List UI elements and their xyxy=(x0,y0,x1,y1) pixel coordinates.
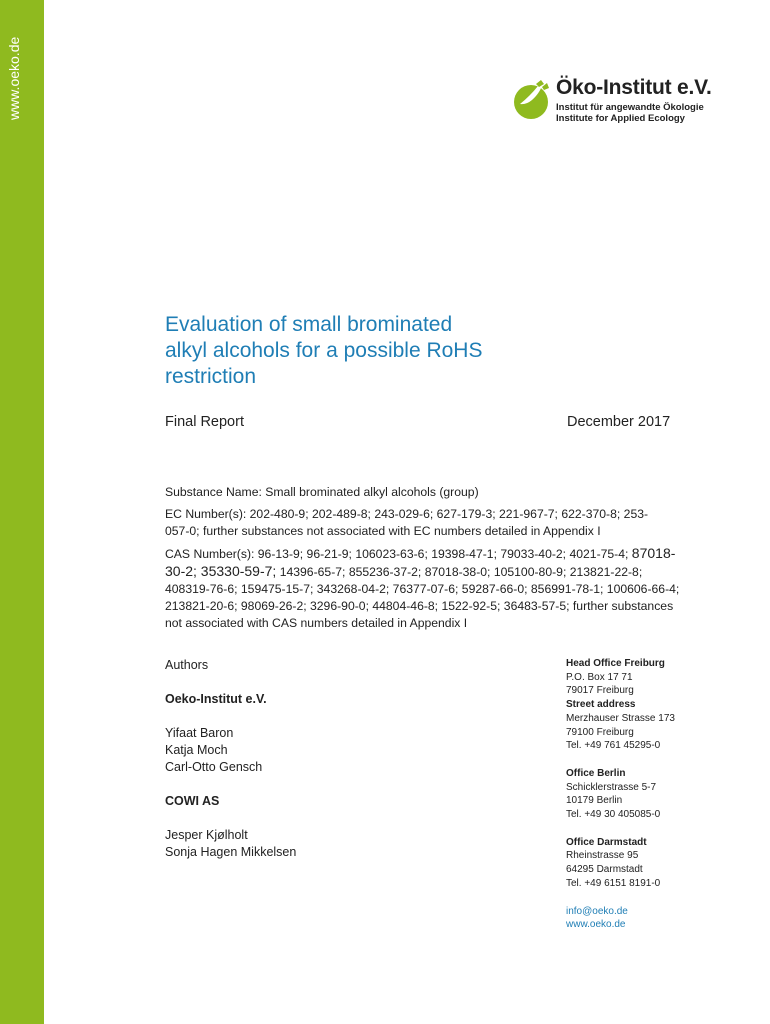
author-name: Sonja Hagen Mikkelsen xyxy=(165,845,297,859)
office-darmstadt-city: 64295 Darmstadt xyxy=(566,864,643,876)
office-darmstadt-heading: Office Darmstadt xyxy=(566,836,647,848)
office-berlin-street: Schicklerstrasse 5-7 xyxy=(566,781,657,793)
street-address-city: 79100 Freiburg xyxy=(566,726,634,738)
cas-line-1-text: CAS Number(s): 96-13-9; 96-21-9; 106023-63-6; 19398-47-1; 79033-40-2; 4021-75-4; xyxy=(165,547,632,561)
office-darmstadt-tel: Tel. +49 6151 8191-0 xyxy=(566,877,661,889)
title-line-3: restriction xyxy=(165,365,257,388)
website-link[interactable]: www.oeko.de xyxy=(566,919,626,931)
offices-block xyxy=(566,657,675,932)
author-org-oeko: Oeko-Institut e.V. xyxy=(165,692,267,706)
street-address: Merzhauser Strasse 173 xyxy=(566,712,675,724)
email-link[interactable]: info@oeko.de xyxy=(566,905,628,917)
authors-heading: Authors xyxy=(165,658,209,672)
street-address-heading: Street address xyxy=(566,699,636,711)
cas-numbers-line-3: 408319-76-6; 159475-15-7; 343268-04-2; 76377-07-6; 59287-66-0; 856991-78-1; 100606-66-4; xyxy=(165,582,680,596)
ec-numbers-line-1: EC Number(s): 202-480-9; 202-489-8; 243-029-6; 627-179-3; 221-967-7; 622-370-8; 253- xyxy=(165,507,649,521)
author-name: Yifaat Baron xyxy=(165,726,234,740)
document-title xyxy=(165,312,585,390)
logo-subtitle-en: Institute for Applied Ecology xyxy=(556,113,685,124)
logo-name: Öko-Institut e.V. xyxy=(556,76,712,99)
author-name: Jesper Kjølholt xyxy=(165,828,248,842)
title-line-1: Evaluation of small brominated xyxy=(165,313,453,336)
oeko-institut-logo xyxy=(510,76,730,132)
author-name: Carl-Otto Gensch xyxy=(165,760,263,774)
authors-block xyxy=(165,657,296,861)
title-line-2: alkyl alcohols for a possible RoHS xyxy=(165,339,483,362)
cas-numbers-line-2 xyxy=(165,563,715,581)
ec-numbers-line-2: 057-0; further substances not associated with EC numbers detailed in Appendix I xyxy=(165,524,601,538)
substance-name: Substance Name: Small brominated alkyl alcohols (group) xyxy=(165,485,479,499)
logo-subtitle-de: Institut für angewandte Ökologie xyxy=(556,102,704,113)
cas-numbers-line-4: 213821-20-6; 98069-26-2; 3296-90-0; 44804-46-8; 1522-92-5; 36483-57-5; further substances xyxy=(165,599,674,613)
author-name: Katja Moch xyxy=(165,743,228,757)
author-org-cowi: COWI AS xyxy=(165,794,220,808)
green-sidebar xyxy=(0,0,44,1024)
cas-line-2-large: 30-2; 35330-59-7; xyxy=(165,563,277,579)
cas-numbers-line-1 xyxy=(165,545,715,563)
office-freiburg-box: P.O. Box 17 71 xyxy=(566,671,633,683)
office-freiburg-tel: Tel. +49 761 45295-0 xyxy=(566,740,661,752)
office-berlin-city: 10179 Berlin xyxy=(566,795,623,807)
report-date: December 2017 xyxy=(567,414,671,430)
office-berlin-tel: Tel. +49 30 405085-0 xyxy=(566,809,661,821)
report-type: Final Report xyxy=(165,414,244,430)
office-darmstadt-street: Rheinstrasse 95 xyxy=(566,850,639,862)
sidebar-url[interactable]: www.oeko.de xyxy=(6,36,22,120)
cas-line-1-large: 87018- xyxy=(631,545,676,561)
office-berlin-heading: Office Berlin xyxy=(566,767,626,779)
office-freiburg-box-city: 79017 Freiburg xyxy=(566,685,634,697)
cas-line-2-text: 14396-65-7; 855236-37-2; 87018-38-0; 105100-80-9; 213821-22-8; xyxy=(276,565,643,579)
cas-numbers-line-5: not associated with CAS numbers detailed in Appendix I xyxy=(165,616,468,630)
office-freiburg-heading: Head Office Freiburg xyxy=(566,658,665,669)
leaf-logo-icon xyxy=(510,78,552,120)
substance-info xyxy=(165,484,715,632)
